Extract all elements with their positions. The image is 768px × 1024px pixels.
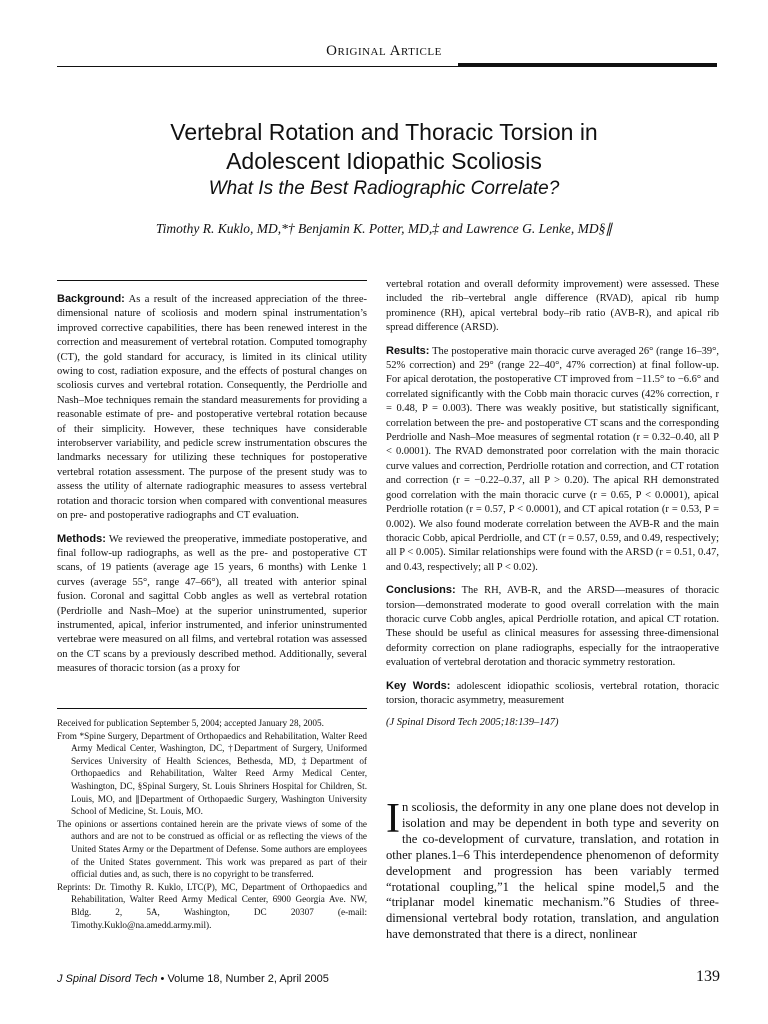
methods-text: We reviewed the preoperative, immediate postoperative, and final follow-up radiographs, as well as the pre- and postoperative CT scans, of 19 patients (average age 15 years, 6 months) with Lenke 1 curves (average 55°, range 47–66°), all treated with anterior spinal fusion. Coronal and sagittal Cobb angles as well as vertebral rotation (Perdriolle and Nash–Moe) at the superior uninstrumented, superior instrumented, apical, inferior instrumented, and inferior uninstrumented vertebrae were measured on all films, and vertebral rotation was assessed on the CT scans by a previously described method. Additionally, several measures of thoracic torsion (as a proxy for	[57, 533, 367, 675]
section-label: Original Article	[326, 43, 442, 59]
footer-citation	[57, 973, 329, 985]
title-line-1: Vertebral Rotation and Thoracic Torsion in	[170, 119, 598, 145]
keywords-heading: Key Words:	[386, 679, 451, 692]
abstract-right-column	[386, 278, 719, 739]
footer-journal: J Spinal Disord Tech	[57, 973, 158, 985]
header-rule-thick	[458, 63, 717, 66]
methods-continued: vertebral rotation and overall deformity improvement) were assessed. These included the rib–vertebral angle difference (RVAD), apical rib hump prominence (RH), apical vertebral body–rib ratio (AVB-R), and apical rib spread difference (ARSD).	[386, 279, 719, 334]
page-number: 139	[696, 968, 720, 985]
footnote-received: Received for publication September 5, 2004; accepted January 28, 2005.	[57, 718, 324, 728]
footnotes	[57, 717, 367, 931]
abstract-background	[57, 292, 367, 524]
results-heading: Results:	[386, 344, 430, 357]
header-rule	[57, 66, 717, 67]
keywords	[386, 679, 719, 709]
article-subtitle: What Is the Best Radiographic Correlate?	[208, 178, 560, 199]
drop-cap: I	[386, 796, 400, 842]
keywords-text: adolescent idiopathic scoliosis, vertebral rotation, thoracic torsion, thoracic asymmetry, measurement	[386, 680, 719, 706]
body-intro-text: n scoliosis, the deformity in any one plane does not develop in isolation and may be dependent in both type and severity on the co-development of curvature, translation, and rotation in other planes.1–6 This interdependence phenomenon of deformity development and progression has been variably termed “rotational coupling,”1 the helical spine model,5 and the “triplanar model kinematic mechanism.”6 Studies of three-dimensional vertebral body rotation, translation, and angulation have demonstrated that there is a direct, nonlinear	[386, 800, 719, 942]
article-title	[0, 118, 768, 176]
abstract-rule	[57, 280, 367, 281]
footnote-disclaimer: The opinions or assertions contained herein are the private views of some of the authors and are not to be construed as official or as reflecting the views of the United States Army or the Department of Defense. Some authors are employees of the United States government. This work was prepared as part of their official duties and, as such, there is no copyright to be transferred.	[57, 818, 367, 880]
abstract-results	[386, 344, 719, 576]
footer-issue: • Volume 18, Number 2, April 2005	[160, 973, 329, 985]
results-text: The postoperative main thoracic curve averaged 26° (range 16–39°, 52% correction) and 29° (range 22–40°, 47% correction) at final follow-up. For apical derotation, the postoperative CT improved from −11.5° to −6.6° and correlated significantly with the Cobb main thoracic curves (42% correction, r = 0.48, P = 0.003). There was weakly positive, but statistically significant, correlation between the pre- and postoperative CT scans and the corresponding Perdriolle and Nash–Moe measures of segmental rotation (r = 0.32–0.40, all P < 0.0001). The RVAD demonstrated poor correlation with the main thoracic curve values and correction, Perdriolle rotation and correction, and CT rotation and correction (r = −0.22–0.37, all P > 0.20). The apical RH demonstrated good correlation with the main thoracic curve (r = 0.65, P < 0.0001), apical Perdriolle rotation (r = 0.57, P < 0.0001), and CT apical rotation (r = 0.53, P = 0.002). We also found moderate correlation between the AVB-R and the main thoracic Cobb, apical Perdriolle, and CT (r = 0.57, 0.59, and 0.49, respectively; all P < 0.005). Similar relationships were found with the ARSD (r = 0.51, 0.47, and 0.43, respectively; all P < 0.02).	[386, 345, 719, 573]
conclusions-heading: Conclusions:	[386, 584, 456, 597]
footnote-rule	[57, 708, 367, 709]
footnote-reprints: Reprints: Dr. Timothy R. Kuklo, LTC(P), MC, Department of Orthopaedics and Rehabilitation, Walter Reed Army Medical Center, 6900 Georgia Ave. NW, Bldg. 2, 5A, Washington, DC 20307 (e-mail: Timothy.Kuklo@na.amedd.army.mil).	[57, 881, 367, 930]
citation: (J Spinal Disord Tech 2005;18:139–147)	[386, 717, 559, 729]
background-heading: Background:	[57, 293, 125, 305]
title-line-2: Adolescent Idiopathic Scoliosis	[226, 148, 542, 174]
abstract-conclusions	[386, 583, 719, 670]
footnote-affiliations: From *Spine Surgery, Department of Orthopaedics and Rehabilitation, Walter Reed Army Medical Center, Washington, DC, †Department of Surgery, Uniformed Services University of Health Sciences, Bethesda, MD, ‡Department of Orthopaedics and Rehabilitation, Walter Reed Army Medical Center, Washington, DC, §Spinal Surgery, St. Louis Shriners Hospital for Children, St. Louis, MO, and ∥Department of Orthopaedic Surgery, Washington University School of Medicine, St. Louis, MO.	[57, 730, 367, 817]
background-text: As a result of the increased appreciation of the three-dimensional nature of scoliosis and modern spinal instrumentation’s improved corrective capabilities, there has been renewed interest in the correction and measurement of vertebral rotation. Computed tomography (CT), the gold standard for accuracy, is limited in its clinical utility owing to cost, radiation exposure, and the effects of postural changes on scoliosis curves and vertebral rotation. Consequently, the Perdriolle and Nash–Moe techniques remain the standard measurements for providing a reasonable estimate of pre- and postoperative vertebral rotation because of their simplicity. However, these techniques have considerable interobserver variability, and pedicle screw instrumentation obscures the landmarks necessary for utilizing these techniques for postoperative vertebral rotation assessment. The purpose of the present study was to assess the utility of alternate radiographic measures to assess vertebral rotation and thoracic torsion when compared with conventional measures on pre- and postoperative radiographs and CT evaluation.	[57, 294, 367, 522]
abstract-methods	[57, 532, 367, 677]
author-list: Timothy R. Kuklo, MD,*† Benjamin K. Potter, MD,‡ and Lawrence G. Lenke, MD§∥	[155, 221, 613, 236]
conclusions-text: The RH, AVB-R, and the ARSD—measures of thoracic torsion—demonstrated moderate to good overall correlation with the main thoracic curve Cobb angles, apical Perdriolle rotation, and apical CT rotation. These should be useful as clinical measures for assessing three-dimensional deformity correction on plane radiographs, especially for the intraoperative evaluation of vertebral derotation and thoracic symmetry restoration.	[386, 585, 719, 669]
methods-heading: Methods:	[57, 532, 106, 545]
abstract-left-column	[57, 292, 367, 685]
body-intro	[386, 796, 719, 943]
